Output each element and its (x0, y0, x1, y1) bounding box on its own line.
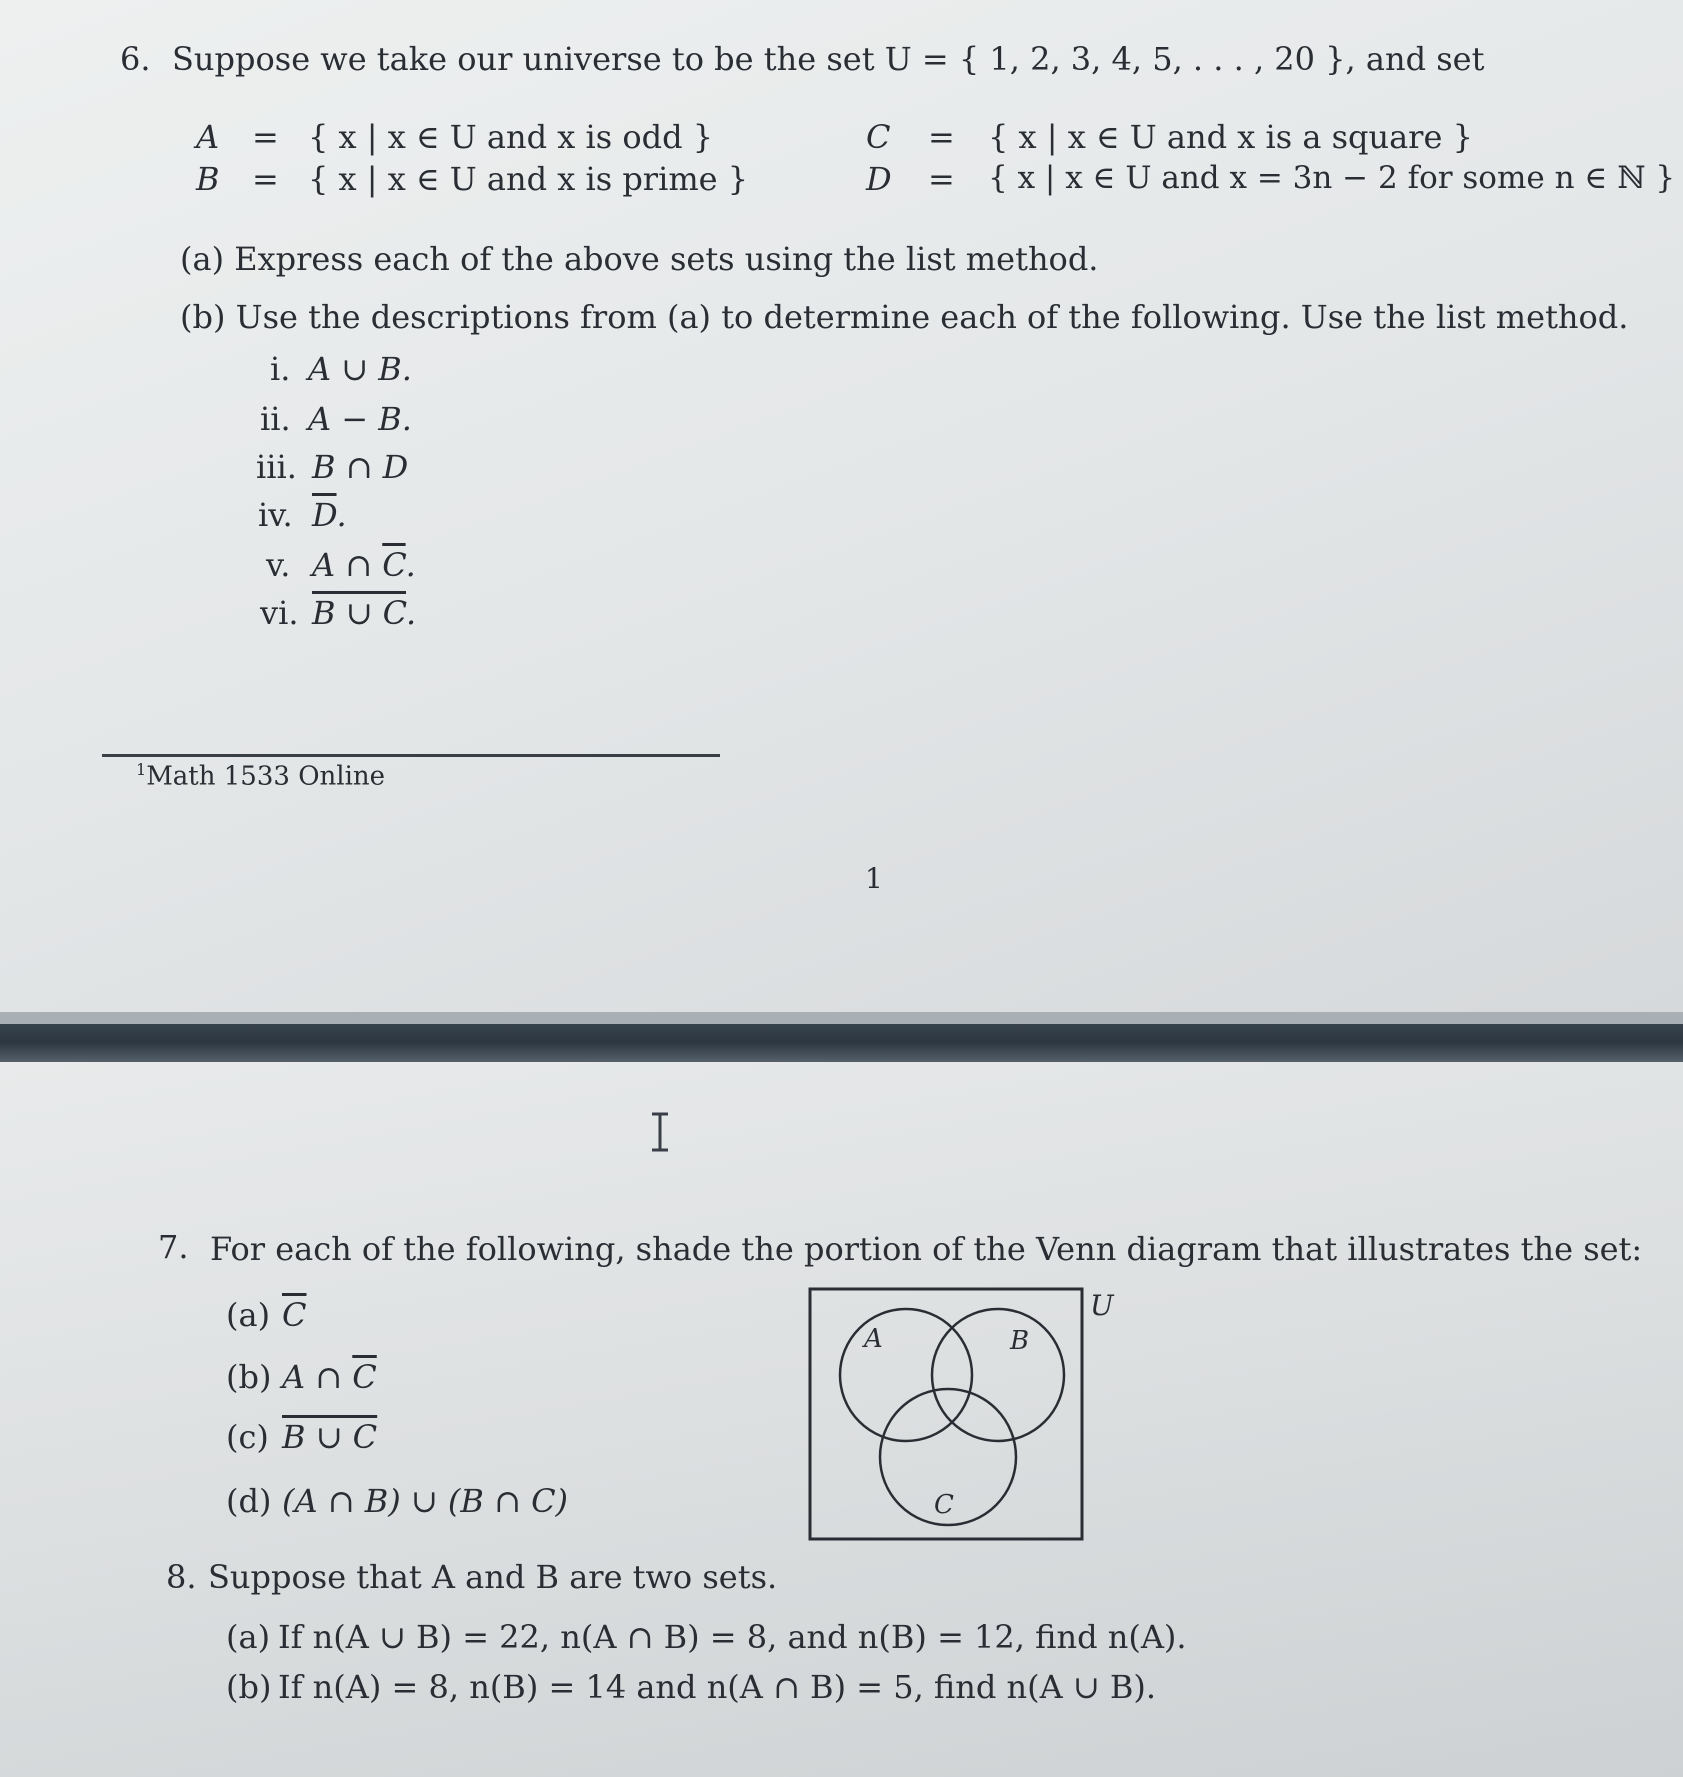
q7-item-label: (c) (226, 1418, 269, 1456)
q6-item-label: i. (270, 350, 291, 388)
q6-item-label: vi. (260, 594, 299, 632)
expr-tail: . (405, 546, 416, 584)
complement-expr: B ∪ C (282, 1418, 378, 1456)
q6-part-a: (a) Express each of the above sets using the list method. (180, 240, 1099, 278)
set-c-rule: { x | x ∈ U and x is a square } (988, 118, 1473, 156)
q8-prompt: Suppose that A and B are two sets. (208, 1558, 778, 1596)
set-a-rule: { x | x ∈ U and x is odd } (308, 118, 714, 156)
q8-item-label: (a) (226, 1618, 271, 1656)
expr-tail: . (406, 594, 417, 632)
q7-item-expr (282, 1418, 377, 1456)
footnote (136, 760, 385, 792)
set-b-name: B (196, 160, 220, 198)
circle-b (932, 1309, 1064, 1441)
set-a-label: A (864, 1324, 883, 1354)
footnote-mark: 1 (136, 760, 147, 779)
q7-item-expr (282, 1358, 377, 1396)
expr-tail: . (336, 496, 347, 534)
universe-label: U (1090, 1289, 1114, 1322)
q6-item-expr (312, 594, 416, 632)
set-d-name: D (866, 160, 892, 198)
q8-item-text: If n(A) = 8, n(B) = 14 and n(A ∩ B) = 5, find n(A ∪ B). (278, 1668, 1157, 1706)
page-divider (0, 1012, 1683, 1062)
complement-expr: $\overline{C}$ (352, 1358, 377, 1396)
q6-item-label: ii. (260, 400, 291, 438)
q6-item-expr (312, 546, 416, 584)
complement-expr: $\overline{C}$ (382, 546, 406, 584)
q7-item-label: (b) (226, 1358, 272, 1396)
q6-intro: Suppose we take our universe to be the set U = { 1, 2, 3, 4, 5, . . . , 20 }, and set (172, 40, 1485, 78)
set-c-label: C (934, 1490, 954, 1520)
complement-expr: $\overline{D}$ (312, 496, 337, 534)
footnote-text: Math 1533 Online (146, 761, 386, 792)
set-c-name: C (866, 118, 891, 156)
page-number: 1 (865, 862, 883, 895)
q7-item-label: (d) (226, 1482, 272, 1520)
text-cursor-icon (650, 1112, 670, 1152)
q6-item-expr (312, 496, 347, 534)
venn-diagram (808, 1287, 1114, 1543)
set-c-eq: = (928, 118, 955, 156)
q6-item-label: v. (266, 546, 291, 584)
q8-number: 8. (166, 1558, 197, 1596)
set-a-name: A (196, 118, 220, 156)
q7-item-expr: (A ∩ B) ∪ (B ∩ C) (282, 1482, 569, 1520)
set-b-label: B (1010, 1326, 1030, 1356)
set-d-eq: = (928, 160, 955, 198)
q7-number: 7. (158, 1228, 189, 1266)
footnote-rule (102, 754, 720, 757)
q6-item-label: iv. (258, 496, 293, 534)
set-b-eq: = (252, 160, 279, 198)
set-d-rule: { x | x ∈ U and x = 3n − 2 for some n ∈ ℕ } (988, 160, 1676, 196)
q7-item-label: (a) (226, 1296, 271, 1334)
q6-item-label: iii. (256, 448, 297, 486)
q6-item-expr: B ∩ D (312, 448, 409, 486)
complement-expr: B ∪ C (312, 594, 407, 632)
q8-item-text: If n(A ∪ B) = 22, n(A ∩ B) = 8, and n(B) = 12, find n(A). (278, 1618, 1187, 1656)
q7-item-expr (282, 1296, 306, 1334)
q7-prompt: For each of the following, shade the portion of the Venn diagram that illustrates the set: (210, 1230, 1643, 1268)
complement-expr: $\overline{C}$ (282, 1296, 307, 1334)
set-a-eq: = (252, 118, 279, 156)
q6-item-expr: A − B. (308, 400, 412, 438)
q8-item-label: (b) (226, 1668, 272, 1706)
expr-head: A ∩ (312, 546, 383, 584)
expr-head: A ∩ (282, 1358, 353, 1396)
q6-part-b: (b) Use the descriptions from (a) to determine each of the following. Use the list method. (180, 298, 1629, 336)
q6-item-expr: A ∪ B. (308, 350, 412, 388)
set-b-rule: { x | x ∈ U and x is prime } (308, 160, 749, 198)
q6-number: 6. (120, 40, 151, 78)
